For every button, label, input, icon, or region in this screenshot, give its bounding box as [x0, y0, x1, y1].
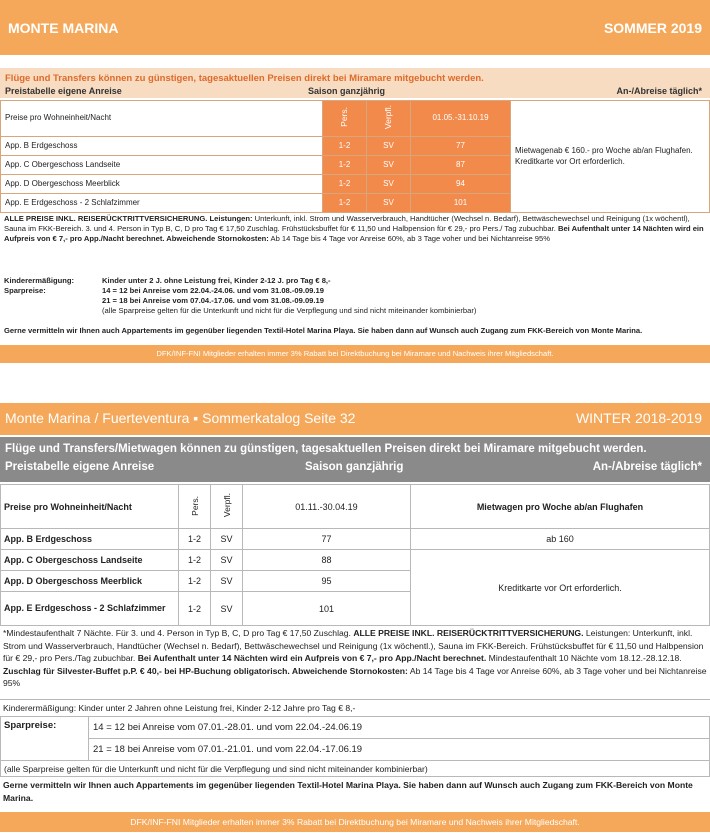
- bottom-col-pers: Pers.: [179, 485, 211, 529]
- top-sub-right: An-/Abreise täglich*: [616, 86, 702, 96]
- top-row-price: 87: [411, 156, 511, 175]
- kinder-label: Kinderermäßigung:: [4, 276, 75, 285]
- bottom-spar-label: Sparpreise:: [1, 717, 89, 761]
- top-header-left: MONTE MARINA: [8, 20, 119, 36]
- top-price-table: [0, 100, 710, 213]
- bottom-textil: Gerne vermitteln wir Ihnen auch Appartements im gegenüber liegenden Textil-Hotel Marina Playa. Sie haben dann auf Wunsch auch Zugang zum FKK-Bereich von Monte Marina.: [3, 780, 693, 803]
- top-notes: ALLE PREISE INKL. REISERÜCKTRITTVERSICHERUNG. Leistungen: Unterkunft, inkl. Strom und Wasserverbrauch, Handtücher (Wechsel n. Bedarf), Bettwäschewechsel und Reinigung (1x wöchentl), Sauna im FKK-Bereich. 3. und 4. Person in Typ B, C, D pro Tag € 17,50 Zuschlag. Frühstücksbuffet für € 11,50 und Halbpension für € 29,- pro Pers./ Tag zubuchbar. Bei Aufenthalt unter 14 Nächten wird ein Aufpreis von € 7,- pro App./Nacht berechnet. Abweichende Stornokosten: Ab 14 Tage bis 4 Tage vor Anreise 60%, ab 3 Tage voher und bei Nichtanreise 95%: [4, 214, 704, 243]
- bottom-row-price: 77: [243, 529, 411, 550]
- bottom-sub-right: An-/Abreise täglich*: [592, 461, 702, 473]
- top-row-verpfl: SV: [367, 156, 411, 175]
- bottom-notes: *Mindestaufenthalt 7 Nächte. Für 3. und 4. Person in Typ B, C, D pro Tag € 17,50 Zuschlag. ALLE PREISE INKL. REISERÜCKTRITTVERSICHERUNG. Leistungen: Unterkunft, inkl. Strom und Wasserverbrauch, Handtücher (Wechsel n. Bedarf), Bettwäschewechsel und Reinigung (1x wöchentl.), Sauna im FKK-Bereich. Frühstücksbuffet für € 11,50 und Halbpension für € 29,- pro Pers./Tag zubuchbar. Bei Aufenthalt unter 14 Nächten wird ein Aufpreis von € 7,- pro App./Nacht berechnet. Mindestaufenthalt 10 Nächte vom 18.12.-28.12.18. Zuschlag für Silvester-Buffet p.P. € 40,- bei HP-Buchung obligatorisch. Abweichende Stornokosten: Ab 14 Tage bis 4 Tage vor Anreise 60%, ab 3 Tage voher und bei Nichtanreise 95%: [3, 628, 707, 688]
- bottom-row-label: App. E Erdgeschoss - 2 Schlafzimmer: [1, 592, 179, 626]
- top-row-verpfl: SV: [367, 137, 411, 156]
- bottom-row-verpfl: SV: [211, 592, 243, 626]
- bottom-spar-table: [0, 716, 710, 777]
- top-row-pers: 1-2: [323, 194, 367, 213]
- top-row-label: App. B Erdgeschoss: [1, 137, 323, 156]
- bottom-col-period: 01.11.-30.04.19: [243, 485, 411, 529]
- bottom-header-right: WINTER 2018-2019: [575, 410, 702, 426]
- top-row-header: Preise pro Wohneinheit/Nacht: [1, 101, 323, 137]
- bottom-spar-line-1: 14 = 12 bei Anreise vom 07.01.-28.01. und vom 22.04.-24.06.19: [89, 717, 710, 739]
- bottom-spar-note: (alle Sparpreise gelten für die Unterkunft und nicht für die Verpflegung und sind nicht miteinander kombinierbar): [1, 761, 710, 777]
- bottom-row-label: App. D Obergeschoss Meerblick: [1, 571, 179, 592]
- top-row-pers: 1-2: [323, 156, 367, 175]
- top-intro: Flüge und Transfers können zu günstigen, tagesaktuellen Preisen direkt bei Miramare mitgebucht werden.: [5, 73, 484, 84]
- bottom-row-label: App. C Obergeschoss Landseite: [1, 550, 179, 571]
- top-row-price: 77: [411, 137, 511, 156]
- spar-line-2: 21 = 18 bei Anreise vom 07.04.-17.06. und vom 31.08.-09.09.19: [102, 296, 324, 305]
- bottom-intro: Flüge und Transfers/Mietwagen können zu günstigen, tagesaktuellen Preisen direkt bei Miramare mitgebucht werden.: [5, 443, 647, 455]
- bottom-rental-note: Kreditkarte vor Ort erforderlich.: [411, 550, 710, 626]
- bottom-col-verpfl: Verpfl.: [211, 485, 243, 529]
- bottom-price-table: [0, 484, 710, 626]
- bottom-rental-price: ab 160: [411, 529, 710, 550]
- kinder-text: Kinder unter 2 J. ohne Leistung frei, Kinder 2-12 J. pro Tag € 8,-: [102, 276, 331, 285]
- top-header-right: SOMMER 2019: [603, 20, 702, 36]
- bottom-row-verpfl: SV: [211, 550, 243, 571]
- spar-label: Sparpreise:: [4, 286, 46, 295]
- top-row-label: App. D Obergeschoss Meerblick: [1, 175, 323, 194]
- bottom-row-header: Preise pro Wohneinheit/Nacht: [1, 485, 179, 529]
- bottom-row-pers: 1-2: [179, 592, 211, 626]
- bottom-header-left: Monte Marina / Fuerteventura ▪ Sommerkatalog Seite 32: [5, 410, 356, 426]
- top-rental-note: Mietwagenab € 160.- pro Woche ab/an Flughafen. Kreditkarte vor Ort erforderlich.: [511, 101, 710, 213]
- bottom-row-price: 95: [243, 571, 411, 592]
- bottom-row-pers: 1-2: [179, 550, 211, 571]
- bottom-row-pers: 1-2: [179, 571, 211, 592]
- top-row-verpfl: SV: [367, 194, 411, 213]
- bottom-row-pers: 1-2: [179, 529, 211, 550]
- top-col-period: 01.05.-31.10.19: [411, 101, 511, 137]
- top-sub-left: Preistabelle eigene Anreise: [5, 86, 122, 96]
- bottom-sep-1: [0, 699, 710, 700]
- top-intro-band: [0, 68, 710, 98]
- top-col-pers: Pers.: [323, 101, 367, 137]
- spar-note: (alle Sparpreise gelten für die Unterkunft und nicht für die Verpflegung und sind nicht miteinander kombinierbar): [102, 306, 477, 315]
- bottom-row-price: 101: [243, 592, 411, 626]
- top-row-label: App. C Obergeschoss Landseite: [1, 156, 323, 175]
- top-header: [0, 0, 710, 55]
- bottom-row-verpfl: SV: [211, 571, 243, 592]
- bottom-intro-band: [0, 437, 710, 482]
- bottom-header: [0, 403, 710, 435]
- bottom-sub-left: Preistabelle eigene Anreise: [5, 461, 155, 473]
- top-row-pers: 1-2: [323, 175, 367, 194]
- bottom-kinder: Kinderermäßigung: Kinder unter 2 Jahren ohne Leistung frei, Kinder 2-12 Jahre pro Tag € 8,-: [3, 703, 356, 713]
- bottom-sub-mid: Saison ganzjährig: [305, 461, 404, 473]
- top-row-price: 101: [411, 194, 511, 213]
- top-col-verpfl: Verpfl.: [367, 101, 411, 137]
- top-footer: DFK/INF-FNI Mitglieder erhalten immer 3% Rabatt bei Direktbuchung bei Miramare und Nachweis ihrer Mitgliedschaft.: [0, 345, 710, 363]
- bottom-row-verpfl: SV: [211, 529, 243, 550]
- top-row-price: 94: [411, 175, 511, 194]
- bottom-footer: DFK/INF-FNI Mitglieder erhalten immer 3% Rabatt bei Direktbuchung bei Miramare und Nachweis ihrer Mitgliedschaft.: [0, 812, 710, 832]
- bottom-col-rental: Mietwagen pro Woche ab/an Flughafen: [411, 485, 710, 529]
- top-row-verpfl: SV: [367, 175, 411, 194]
- bottom-spar-line-2: 21 = 18 bei Anreise vom 07.01.-21.01. und vom 22.04.-17.06.19: [89, 739, 710, 761]
- top-sub-mid: Saison ganzjährig: [308, 86, 386, 96]
- top-row-pers: 1-2: [323, 137, 367, 156]
- top-row-label: App. E Erdgeschoss - 2 Schlafzimmer: [1, 194, 323, 213]
- top-textil: Gerne vermitteln wir Ihnen auch Appartements im gegenüber liegenden Textil-Hotel Marina Playa. Sie haben dann auf Wunsch auch Zugang zum FKK-Bereich von Monte Marina.: [4, 326, 643, 335]
- bottom-row-price: 88: [243, 550, 411, 571]
- spar-line-1: 14 = 12 bei Anreise vom 22.04.-24.06. und vom 31.08.-09.09.19: [102, 286, 324, 295]
- bottom-row-label: App. B Erdgeschoss: [1, 529, 179, 550]
